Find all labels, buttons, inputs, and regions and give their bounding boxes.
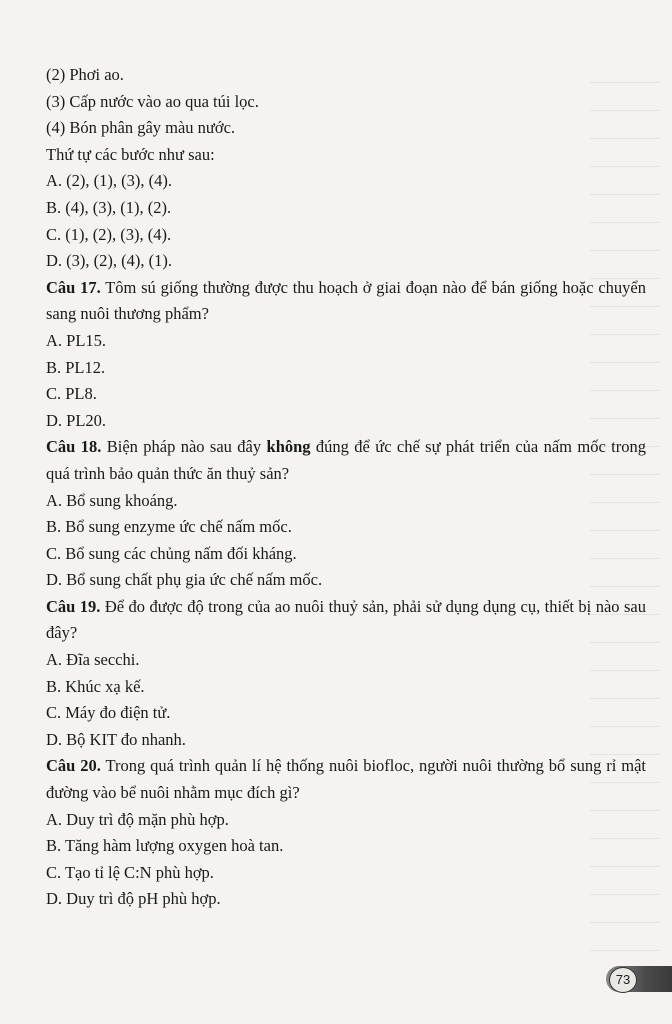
question-number: Câu 20. [46,756,101,776]
question-17 [46,275,646,328]
option-line: C. (1), (2), (3), (4). [46,224,172,244]
step-order-prompt: Thứ tự các bước như sau: [46,144,215,164]
question-number: Câu 19. [46,596,101,616]
option-line: D. PL20. [46,410,107,430]
option-line: C. Máy đo điện tử. [46,703,171,723]
question-number: Câu 17. [46,277,101,297]
step-line: (3) Cấp nước vào ao qua túi lọc. [46,91,259,111]
step-line: (4) Bón phân gây màu nước. [46,118,236,138]
option-line: C. Bổ sung các chủng nấm đối kháng. [46,543,297,563]
question-number: Câu 18. [46,437,102,457]
question-text: Để đo được độ trong của ao nuôi thuỷ sản, phải sử dụng dụng cụ, thiết bị nào sau đây? [46,596,646,643]
question-emphasis: không [266,437,311,457]
question-19 [46,594,646,647]
question-text: Trong quá trình quản lí hệ thống nuôi biofloc, người nuôi thường bổ sung rỉ mật đường vào bể nuôi nhằm mục đích gì? [46,756,646,803]
option-line: B. PL12. [46,357,106,377]
option-line: D. (3), (2), (4), (1). [46,251,172,271]
option-line: B. Tăng hàm lượng oxygen hoà tan. [46,836,284,856]
step-line: (2) Phơi ao. [46,65,124,84]
question-text: Tôm sú giống thường được thu hoạch ở giai đoạn nào để bán giống hoặc chuyển sang nuôi thương phẩm? [46,277,646,324]
option-line: C. PL8. [46,384,97,404]
option-line: A. Duy trì độ mặn phù hợp. [46,809,229,829]
option-line: A. (2), (1), (3), (4). [46,171,172,191]
option-line: B. Khúc xạ kế. [46,676,145,696]
option-line: B. Bổ sung enzyme ức chế nấm mốc. [46,517,292,537]
question-text: Biện pháp nào sau đây [101,437,267,457]
option-line: A. Bổ sung khoáng. [46,490,178,510]
option-line: D. Duy trì độ pH phù hợp. [46,889,221,909]
option-line: D. Bộ KIT đo nhanh. [46,729,186,749]
question-20 [46,753,646,806]
option-line: A. PL15. [46,330,107,350]
option-line: B. (4), (3), (1), (2). [46,197,172,217]
question-18 [46,434,646,487]
option-line: A. Đĩa secchi. [46,650,140,670]
option-line: C. Tạo tỉ lệ C:N phù hợp. [46,862,214,882]
option-line: D. Bổ sung chất phụ gia ức chế nấm mốc. [46,570,323,590]
question-text: đúng để ức chế sự phát triển của nấm mốc trong quá trình bảo quản thức ăn thuỷ sản? [46,437,646,483]
page-number: 73 [609,967,637,993]
page-content [46,62,646,913]
